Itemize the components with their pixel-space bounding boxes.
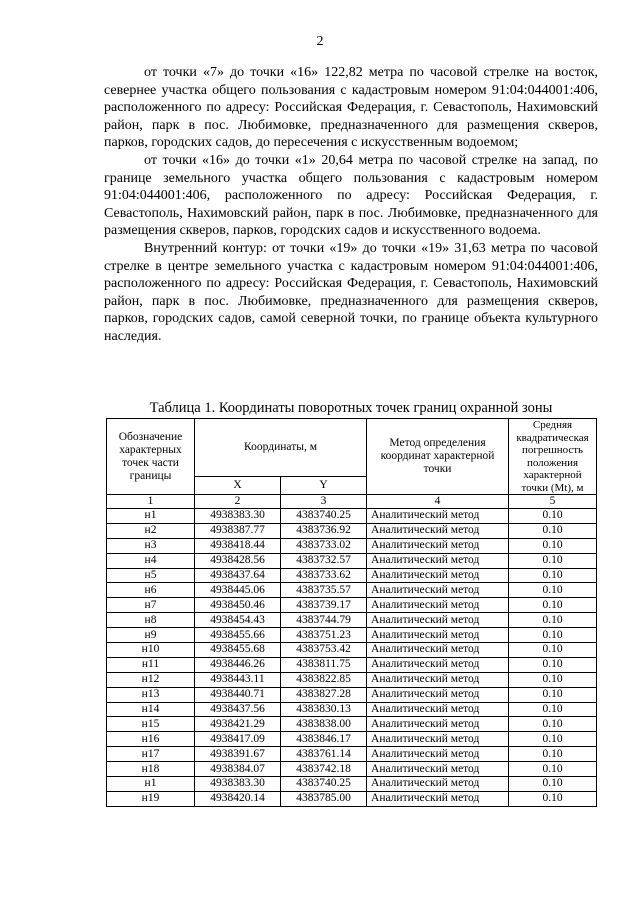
page-number: 2: [316, 34, 324, 49]
coord-y: 4383830.13: [281, 702, 367, 717]
coord-y: 4383733.02: [281, 538, 367, 553]
method: Аналитический метод: [367, 687, 509, 702]
error-value: 0.10: [509, 657, 597, 672]
table-row: [107, 777, 597, 792]
coord-x: 4938384.07: [195, 762, 281, 777]
coord-y: 4383735.57: [281, 583, 367, 598]
header-method: Метод определения координат характерной точки: [367, 419, 509, 495]
point-id: н16: [107, 732, 195, 747]
error-value: 0.10: [509, 702, 597, 717]
table-row: [107, 687, 597, 702]
table-row: [107, 568, 597, 583]
header-y: Y: [281, 477, 367, 495]
table-row: [107, 523, 597, 538]
method: Аналитический метод: [367, 717, 509, 732]
table-row: [107, 672, 597, 687]
table-row: [107, 732, 597, 747]
error-value: 0.10: [509, 732, 597, 747]
coord-y: 4383740.25: [281, 509, 367, 524]
body-text: [104, 64, 598, 346]
error-value: 0.10: [509, 523, 597, 538]
paragraph: Внутренний контур: от точки «19» до точки «19» 31,63 метра по часовой стрелке в центре земельного участка с кадастровым номером 91:04:044001:406, расположенного по адресу: Российская Федерация, г. Севастополь, Нахимовский район, парк в пос. Любимовке, предназначенного для размещения скверов, парков, городских садов, самой северной точки, по границе объекта культурного наследия.: [104, 240, 598, 344]
coord-x: 4938455.68: [195, 643, 281, 658]
method: Аналитический метод: [367, 732, 509, 747]
table-row: [107, 717, 597, 732]
coord-y: 4383739.17: [281, 598, 367, 613]
coord-x: 4938420.14: [195, 791, 281, 806]
point-id: н12: [107, 672, 195, 687]
point-id: н11: [107, 657, 195, 672]
table-row: [107, 538, 597, 553]
point-id: н14: [107, 702, 195, 717]
point-id: н15: [107, 717, 195, 732]
point-id: н17: [107, 747, 195, 762]
coord-y: 4383785.00: [281, 791, 367, 806]
error-value: 0.10: [509, 583, 597, 598]
paragraph: от точки «7» до точки «16» 122,82 метра по часовой стрелке на восток, севернее участка общего пользования с кадастровым номером 91:04:044001:406, расположенного по адресу: Российская Федерация, г. Севастополь, Нахимовский район, парк в пос. Любимовке, предназначенного для размещения скверов, парков, городских садов, до пересечения с искусственным водоемом;: [104, 65, 598, 151]
point-id: н13: [107, 687, 195, 702]
error-value: 0.10: [509, 598, 597, 613]
table-row: [107, 628, 597, 643]
coord-x: 4938383.30: [195, 777, 281, 792]
coord-x: 4938437.56: [195, 702, 281, 717]
column-number: 4: [367, 495, 509, 509]
point-id: н1: [107, 777, 195, 792]
coord-y: 4383811.75: [281, 657, 367, 672]
table-row: [107, 762, 597, 777]
error-value: 0.10: [509, 717, 597, 732]
method: Аналитический метод: [367, 613, 509, 628]
error-value: 0.10: [509, 643, 597, 658]
table-row: [107, 553, 597, 568]
table-row: [107, 791, 597, 806]
table-row: [107, 598, 597, 613]
coord-x: 4938445.06: [195, 583, 281, 598]
method: Аналитический метод: [367, 538, 509, 553]
coord-y: 4383736.92: [281, 523, 367, 538]
coord-x: 4938455.66: [195, 628, 281, 643]
coord-y: 4383740.25: [281, 777, 367, 792]
error-value: 0.10: [509, 628, 597, 643]
coord-y: 4383753.42: [281, 643, 367, 658]
table-row: [107, 747, 597, 762]
table-row: [107, 583, 597, 598]
coord-x: 4938417.09: [195, 732, 281, 747]
column-number: 1: [107, 495, 195, 509]
error-value: 0.10: [509, 672, 597, 687]
coord-y: 4383733.62: [281, 568, 367, 583]
coordinates-table: [106, 418, 597, 807]
table-row: [107, 643, 597, 658]
header-error: Средняя квадратическая погрешность положения характерной точки (Mt), м: [509, 419, 597, 495]
point-id: н18: [107, 762, 195, 777]
header-coordinates: Координаты, м: [195, 419, 367, 477]
coord-x: 4938443.11: [195, 672, 281, 687]
coord-x: 4938418.44: [195, 538, 281, 553]
method: Аналитический метод: [367, 523, 509, 538]
table-caption: Таблица 1. Координаты поворотных точек границ охранной зоны: [149, 400, 553, 416]
coord-x: 4938450.46: [195, 598, 281, 613]
column-number: 2: [195, 495, 281, 509]
coord-y: 4383846.17: [281, 732, 367, 747]
coord-x: 4938428.56: [195, 553, 281, 568]
point-id: н4: [107, 553, 195, 568]
method: Аналитический метод: [367, 598, 509, 613]
point-id: н5: [107, 568, 195, 583]
error-value: 0.10: [509, 538, 597, 553]
coord-y: 4383761.14: [281, 747, 367, 762]
paragraph: от точки «16» до точки «1» 20,64 метра по часовой стрелке на запад, по границе земельного участка общего пользования с кадастровым номером 91:04:044001:406, расположенного по адресу: Российская Федерация, г. Севастополь, Нахимовский район, парк в пос. Любимовке, предназначенного для размещения скверов, парков, городских садов и искусственного водоема.: [104, 152, 598, 239]
method: Аналитический метод: [367, 553, 509, 568]
error-value: 0.10: [509, 747, 597, 762]
method: Аналитический метод: [367, 657, 509, 672]
coord-x: 4938421.29: [195, 717, 281, 732]
error-value: 0.10: [509, 762, 597, 777]
header-x: X: [195, 477, 281, 495]
error-value: 0.10: [509, 777, 597, 792]
point-id: н6: [107, 583, 195, 598]
point-id: н3: [107, 538, 195, 553]
point-id: н2: [107, 523, 195, 538]
table-row: [107, 509, 597, 524]
method: Аналитический метод: [367, 672, 509, 687]
coord-y: 4383751.23: [281, 628, 367, 643]
method: Аналитический метод: [367, 791, 509, 806]
method: Аналитический метод: [367, 628, 509, 643]
error-value: 0.10: [509, 613, 597, 628]
error-value: 0.10: [509, 553, 597, 568]
coord-x: 4938383.30: [195, 509, 281, 524]
point-id: н7: [107, 598, 195, 613]
coord-y: 4383742.18: [281, 762, 367, 777]
point-id: н19: [107, 791, 195, 806]
coord-y: 4383744.79: [281, 613, 367, 628]
column-number: 5: [509, 495, 597, 509]
point-id: н1: [107, 509, 195, 524]
table-row: [107, 702, 597, 717]
method: Аналитический метод: [367, 747, 509, 762]
table-row: [107, 613, 597, 628]
method: Аналитический метод: [367, 762, 509, 777]
coord-y: 4383838.00: [281, 717, 367, 732]
coord-y: 4383822.85: [281, 672, 367, 687]
error-value: 0.10: [509, 568, 597, 583]
method: Аналитический метод: [367, 643, 509, 658]
table-row: [107, 657, 597, 672]
error-value: 0.10: [509, 687, 597, 702]
coord-y: 4383827.28: [281, 687, 367, 702]
header-designation: Обозначение характерных точек части границы: [107, 419, 195, 495]
coord-x: 4938391.67: [195, 747, 281, 762]
error-value: 0.10: [509, 509, 597, 524]
column-number: 3: [281, 495, 367, 509]
point-id: н8: [107, 613, 195, 628]
point-id: н10: [107, 643, 195, 658]
method: Аналитический метод: [367, 509, 509, 524]
coord-y: 4383732.57: [281, 553, 367, 568]
coord-x: 4938440.71: [195, 687, 281, 702]
method: Аналитический метод: [367, 568, 509, 583]
coord-x: 4938437.64: [195, 568, 281, 583]
method: Аналитический метод: [367, 583, 509, 598]
coord-x: 4938454.43: [195, 613, 281, 628]
error-value: 0.10: [509, 791, 597, 806]
coord-x: 4938387.77: [195, 523, 281, 538]
method: Аналитический метод: [367, 702, 509, 717]
point-id: н9: [107, 628, 195, 643]
coord-x: 4938446.26: [195, 657, 281, 672]
method: Аналитический метод: [367, 777, 509, 792]
